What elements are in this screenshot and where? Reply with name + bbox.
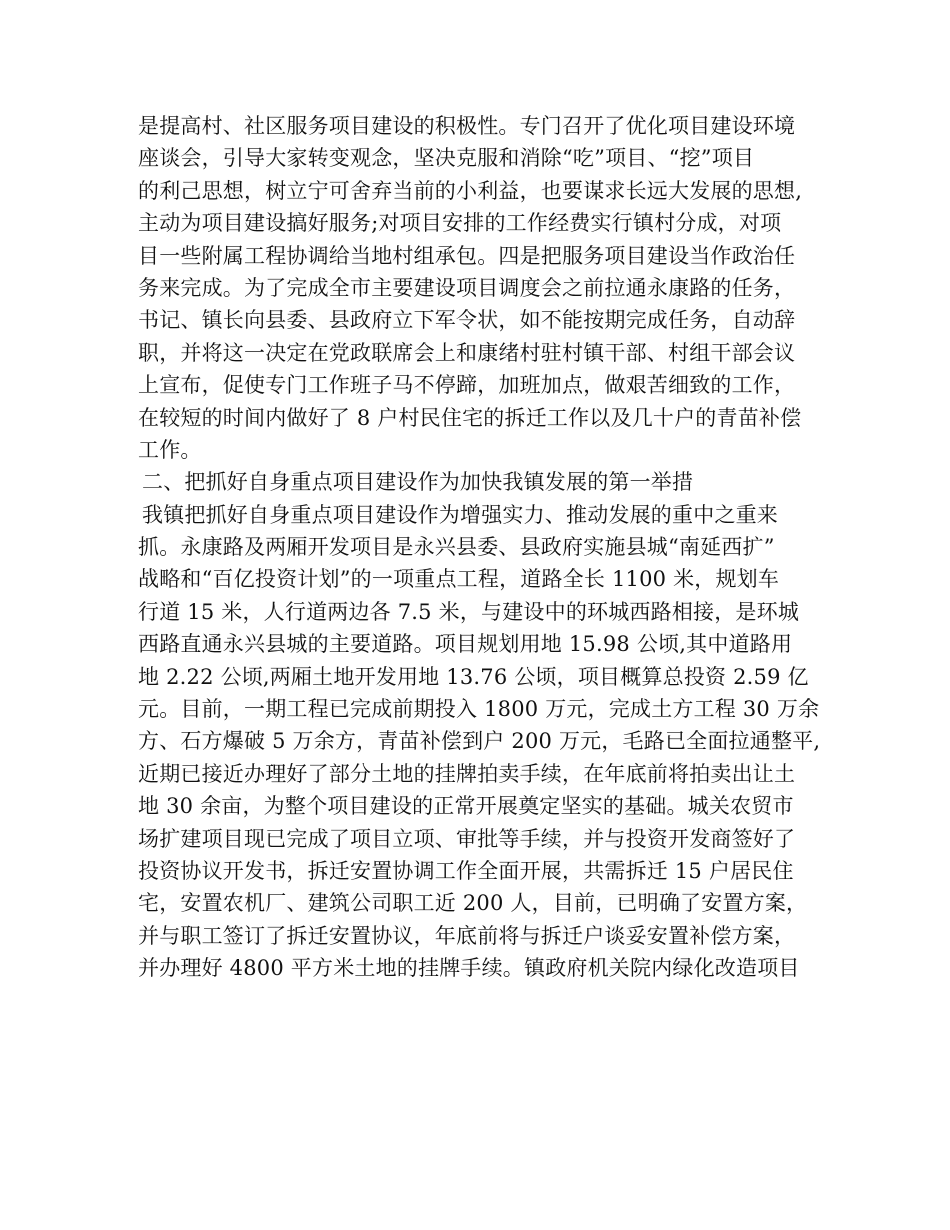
text-line: 的利己思想，树立宁可舍弃当前的小利益，也要谋求长远大发展的思想,	[138, 178, 803, 203]
text-line: 书记、镇长向县委、县政府立下军令状，如不能按期完成任务，自动辞	[138, 308, 796, 333]
text-line: 宅，安置农机厂、建筑公司职工近 200 人，目前，已明确了安置方案，	[138, 891, 808, 916]
text-line: 职，并将这一决定在党政联席会上和康绪村驻村镇干部、村组干部会议	[138, 340, 796, 365]
text-line: 近期已接近办理好了部分土地的挂牌拍卖手续，在年底前将拍卖出让土	[138, 761, 796, 786]
text-line: 行道 15 米，人行道两边各 7.5 米，与建设中的环城西路相接，是环城	[138, 599, 800, 624]
text-line: 元。目前，一期工程已完成前期投入 1800 万元，完成土方工程 30 万余	[138, 697, 820, 722]
text-line: 是提高村、社区服务项目建设的积极性。专门召开了优化项目建设环境	[138, 114, 796, 138]
body-text	[138, 110, 838, 985]
text-line: 投资协议开发书，拆迁安置协调工作全面开展，共需拆迁 15 户居民住	[138, 858, 794, 883]
text-line: 地 2.22 公顷,两厢土地开发用地 13.76 公顷，项目概算总投资 2.59 亿	[138, 664, 809, 689]
section-heading: 二、把抓好自身重点项目建设作为加快我镇发展的第一举措	[142, 470, 694, 495]
text-line: 抓。永康路及两厢开发项目是永兴县委、县政府实施县城“南延西扩”	[138, 535, 775, 560]
text-line: 战略和“百亿投资计划”的一项重点工程，道路全长 1100 米，规划车	[138, 567, 780, 592]
text-line: 工作。	[138, 437, 202, 462]
text-line: 上宣布，促使专门工作班子马不停蹄，加班加点，做艰苦细致的工作，	[138, 373, 796, 398]
text-line: 地 30 余亩，为整个项目建设的正常开展奠定坚实的基础。城关农贸市	[138, 794, 794, 819]
text-line: 西路直通永兴县城的主要道路。项目规划用地 15.98 公顷,其中道路用	[138, 632, 793, 657]
text-line: 并与职工签订了拆迁安置协议，年底前将与拆迁户谈妥安置补偿方案，	[138, 923, 796, 948]
text-line: 在较短的时间内做好了 8 户村民住宅的拆迁工作以及几十户的青苗补偿	[138, 405, 802, 430]
text-line: 我镇把抓好自身重点项目建设作为增强实力、推动发展的重中之重来	[142, 502, 778, 527]
text-line: 座谈会，引导大家转变观念，坚决克服和消除“吃”项目、“挖”项目	[138, 146, 755, 171]
text-line: 方、石方爆破 5 万余方，青苗补偿到户 200 万元，毛路已全面拉通整平,	[138, 729, 821, 754]
text-line: 务来完成。为了完成全市主要建设项目调度会之前拉通永康路的任务，	[138, 275, 796, 300]
text-line: 主动为项目建设搞好服务;对项目安排的工作经费实行镇村分成，对项	[138, 211, 782, 236]
text-line: 场扩建项目现已完成了项目立项、审批等手续，并与投资开发商签好了	[138, 826, 796, 851]
text-line: 目一些附属工程协调给当地村组承包。四是把服务项目建设当作政治任	[138, 243, 796, 268]
text-line: 并办理好 4800 平方米土地的挂牌手续。镇政府机关院内绿化改造项目	[138, 956, 800, 981]
